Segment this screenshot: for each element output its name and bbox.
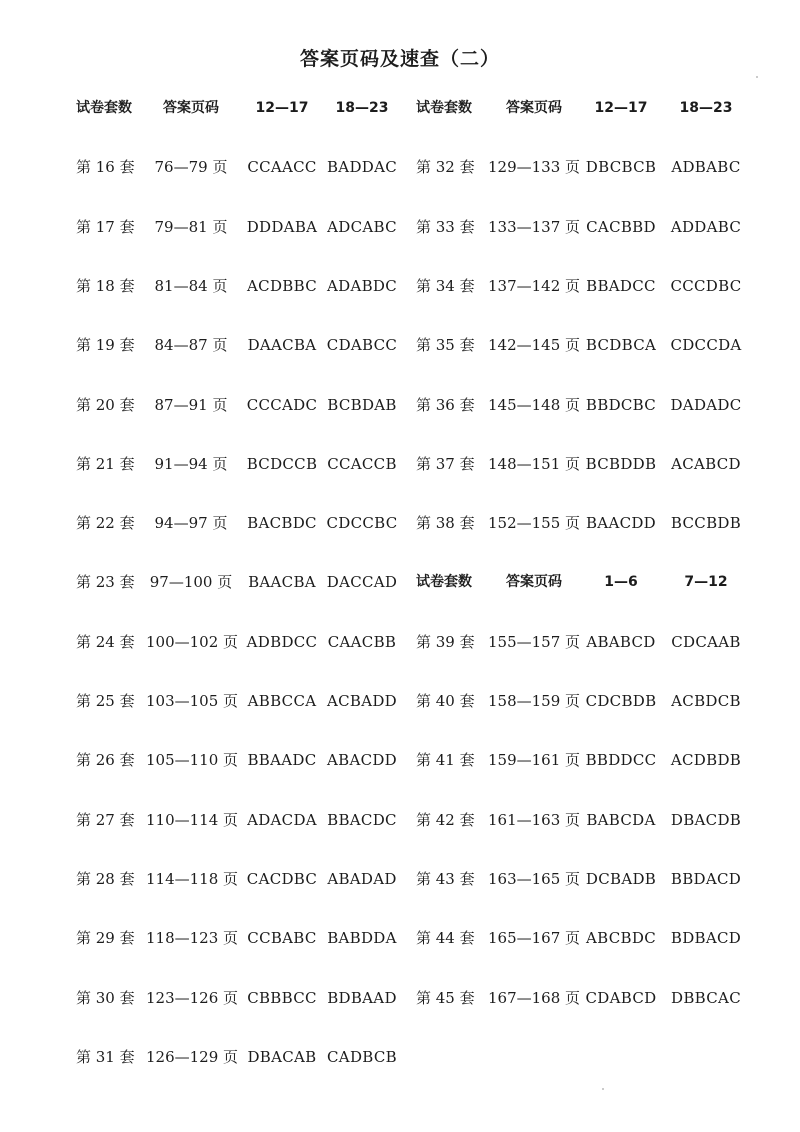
answers-first-group: DDDABA [246,217,318,236]
answers-first-group: BCBDDB [585,454,657,473]
answers-second-group: ADABDC [326,276,398,295]
column-header: 18—23 [679,100,733,116]
set-number: 第 31 套 [76,1047,135,1066]
set-number: 第 37 套 [416,454,475,473]
set-number: 第 22 套 [76,514,135,533]
answers-first-group: ADACDA [247,810,317,829]
answers-second-group: BADDAC [326,158,398,177]
column-header: 12—17 [255,100,309,116]
answers-first-group: BBAADC [247,751,317,770]
answers-second-group: ACABCD [671,454,741,473]
scan-speck [756,76,758,78]
answers-first-group: ABCBDC [586,929,656,948]
answers-second-group: BBACDC [327,810,397,829]
answer-pages: 165—167 页 [488,929,581,948]
answers-first-group: BBDCBC [585,395,657,414]
answer-pages: 167—168 页 [488,988,581,1007]
answers-first-group: BBADCC [586,276,656,295]
set-number: 第 42 套 [416,810,475,829]
page-title: 答案页码及速查（二） [299,48,500,70]
answer-pages: 118—123 页 [146,929,239,948]
answer-pages: 103—105 页 [146,692,239,710]
set-number: 第 44 套 [416,929,475,948]
answer-pages: 110—114 页 [146,810,239,829]
answer-pages: 148—151 页 [488,454,581,473]
answers-second-group: BDBAAD [327,988,397,1007]
answers-second-group: DACCAD [326,573,398,592]
answer-pages: 142—145 页 [488,336,581,355]
answers-first-group: ABABCD [586,632,656,651]
answers-second-group: ACBADD [326,692,398,710]
answers-first-group: BCDCCB [246,454,318,473]
answer-pages: 137—142 页 [488,276,581,295]
table-row [0,808,800,832]
set-number: 第 32 套 [416,158,475,177]
answers-first-group: ABBCCA [247,692,317,710]
set-number: 第 24 套 [76,632,135,651]
answer-pages: 91—94 页 [154,454,228,473]
set-number: 第 33 套 [416,217,475,236]
answers-second-group: ABADAD [327,869,397,888]
set-number: 第 38 套 [416,514,475,533]
answers-second-group: BCBDAB [327,395,397,414]
set-number: 第 20 套 [76,395,135,414]
answers-second-group: CCACCB [327,454,397,473]
table-row [0,155,800,179]
answers-first-group: DCBADB [585,869,657,888]
set-number: 第 34 套 [416,276,475,295]
set-number: 第 21 套 [76,454,135,473]
answer-pages: 158—159 页 [488,692,581,710]
answer-pages: 97—100 页 [149,573,233,592]
answer-pages: 84—87 页 [154,336,228,355]
answers-second-group: ABACDD [326,751,398,770]
answers-second-group: ADDABC [670,217,742,236]
answer-pages: 81—84 页 [154,276,228,295]
answer-pages: 159—161 页 [488,751,581,770]
table-row [0,452,800,476]
answer-pages: 126—129 页 [146,1047,239,1066]
answer-pages: 100—102 页 [146,632,239,651]
table-row [0,630,800,654]
set-number: 第 16 套 [76,158,135,177]
answer-pages: 133—137 页 [488,217,581,236]
answer-pages: 76—79 页 [154,158,228,177]
table-row [0,393,800,417]
answer-pages: 145—148 页 [488,395,581,414]
table-row [0,689,800,713]
set-number: 第 25 套 [76,692,135,710]
answers-first-group: DBACAB [247,1047,317,1066]
answers-first-group: BAACBA [248,573,316,592]
column-header: 18—23 [335,100,389,116]
answers-second-group: CDABCC [326,336,398,355]
column-header: 试卷套数 [76,100,132,116]
column-header: 12—17 [594,100,648,116]
answers-second-group: BDBACD [670,929,742,948]
set-number: 第 19 套 [76,336,135,355]
answers-first-group: DAACBA [247,336,317,355]
answers-first-group: CACBBD [586,217,656,236]
table-header-row [0,96,800,120]
column-header: 答案页码 [506,574,562,591]
table-row [0,748,800,772]
set-number: 第 43 套 [416,869,475,888]
answer-pages: 155—157 页 [488,632,581,651]
table-row [0,274,800,298]
answer-pages: 161—163 页 [488,810,581,829]
column-header: 答案页码 [163,100,219,116]
set-number: 第 41 套 [416,751,475,770]
answers-first-group: CDABCD [585,988,657,1007]
column-header: 答案页码 [506,100,562,116]
set-number: 第 45 套 [416,988,475,1007]
answers-first-group: BACBDC [247,514,317,533]
scan-speck [602,1088,604,1090]
answer-pages: 94—97 页 [154,514,228,533]
set-number: 第 40 套 [416,692,475,710]
answers-second-group: ADBABC [671,158,741,177]
set-number: 第 29 套 [76,929,135,948]
table-row [0,570,800,594]
set-number: 第 27 套 [76,810,135,829]
answer-pages: 79—81 页 [154,217,228,236]
table-row [0,1045,800,1069]
answers-second-group: ACDBDB [670,751,742,770]
answers-second-group: CDCCDA [670,336,742,355]
answers-second-group: ADCABC [327,217,397,236]
answers-second-group: BBDACD [670,869,742,888]
answer-pages: 123—126 页 [146,988,239,1007]
answers-second-group: DBBCAC [671,988,741,1007]
answers-second-group: DBACDB [670,810,742,829]
set-number: 第 28 套 [76,869,135,888]
answers-first-group: CBBBCC [247,988,317,1007]
set-number: 第 35 套 [416,336,475,355]
answers-first-group: CACDBC [246,869,318,888]
answers-second-group: CADBCB [327,1047,397,1066]
set-number: 第 23 套 [76,573,135,592]
set-number: 第 30 套 [76,988,135,1007]
answers-first-group: CCCADC [246,395,318,414]
table-row [0,867,800,891]
answer-pages: 129—133 页 [488,158,581,177]
answers-first-group: CDCBDB [585,692,657,710]
answers-first-group: ADBDCC [246,632,318,651]
answers-second-group: CDCCBC [326,514,398,533]
answer-pages: 87—91 页 [154,395,228,414]
answer-pages: 114—118 页 [146,869,239,888]
answers-second-group: ACBDCB [671,692,741,710]
table-row [0,986,800,1010]
answer-pages: 163—165 页 [488,869,581,888]
answers-second-group: CDCAAB [671,632,741,651]
column-header: 1—6 [604,574,638,591]
column-header: 试卷套数 [416,100,472,116]
answers-second-group: CAACBB [327,632,397,651]
answer-pages: 152—155 页 [488,514,581,533]
answers-second-group: DADADC [670,395,742,414]
set-number: 第 39 套 [416,632,475,651]
table-row [0,215,800,239]
answers-first-group: DBCBCB [585,158,657,177]
set-number: 第 18 套 [76,276,135,295]
answers-first-group: CCAACC [247,158,317,177]
answers-second-group: BABDDA [327,929,397,948]
answers-first-group: BCDBCA [585,336,657,355]
set-number: 第 36 套 [416,395,475,414]
column-header: 试卷套数 [416,574,472,591]
table-row [0,511,800,535]
answer-pages: 105—110 页 [146,751,239,770]
answers-second-group: BCCBDB [670,514,742,533]
table-row [0,333,800,357]
answers-first-group: BBDDCC [585,751,657,770]
answers-first-group: ACDBBC [247,276,317,295]
answers-second-group: CCCDBC [670,276,742,295]
table-row [0,926,800,950]
answers-first-group: CCBABC [247,929,317,948]
answers-first-group: BAACDD [585,514,657,533]
column-header: 7—12 [684,574,728,591]
set-number: 第 17 套 [76,217,135,236]
set-number: 第 26 套 [76,751,135,770]
answers-first-group: BABCDA [586,810,656,829]
